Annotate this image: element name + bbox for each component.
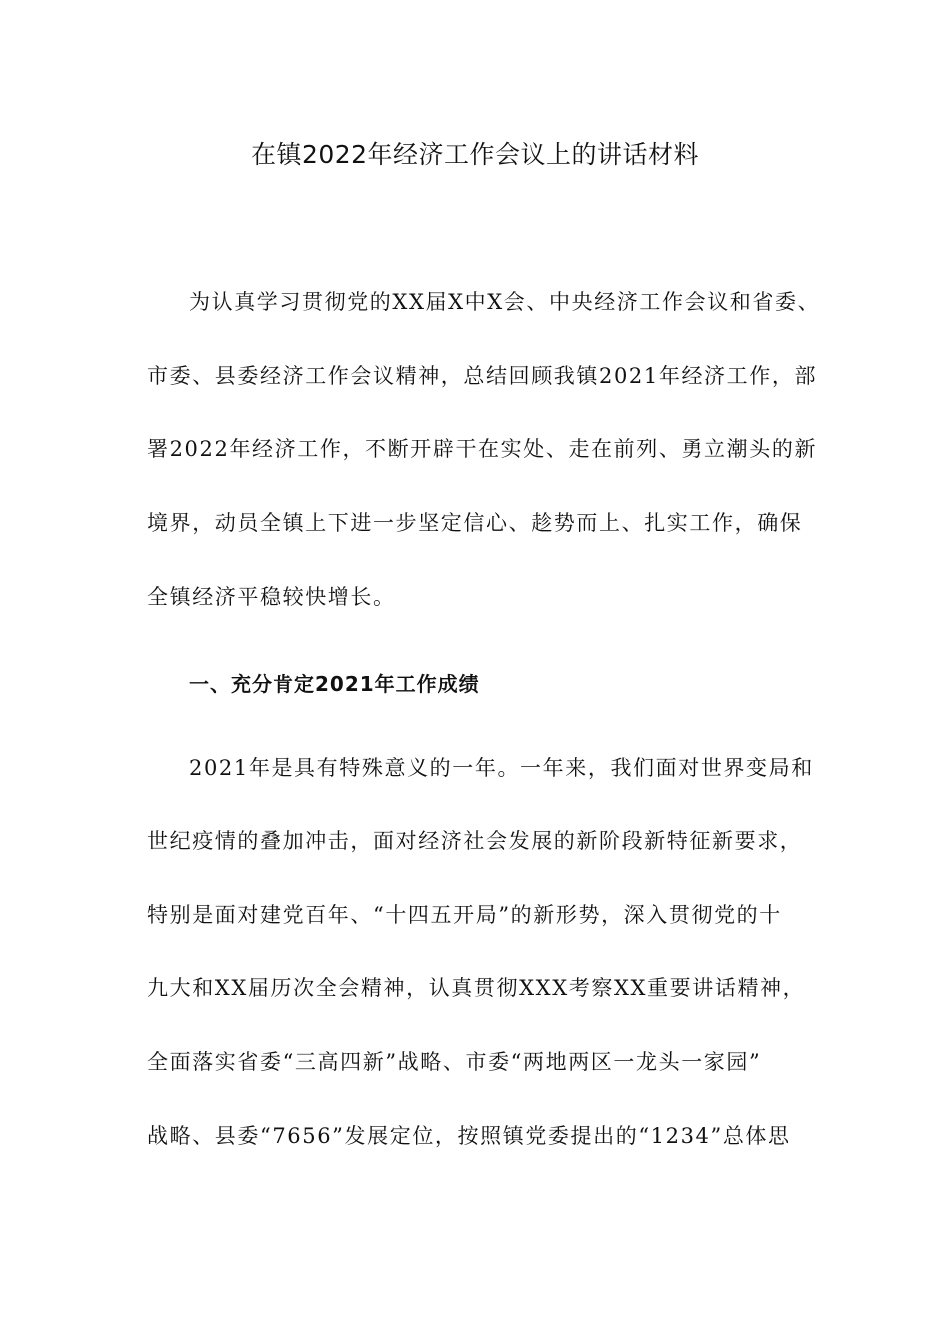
paragraph-2-line-4: 九大和XX届历次全会精神，认真贯彻XXX考察XX重要讲话精神，	[147, 976, 806, 1000]
paragraph-2-line-5: 全面落实省委“三高四新”战略、市委“两地两区一龙头一家园”	[147, 1050, 762, 1074]
paragraph-1-line-4: 境界，动员全镇上下进一步坚定信心、趁势而上、扎实工作，确保	[147, 511, 803, 535]
paragraph-2-line-3: 特别是面对建党百年、“十四五开局”的新形势，深入贯彻党的十	[147, 903, 782, 927]
section-1-heading: 一、充分肯定2021年工作成绩	[189, 672, 480, 696]
paragraph-2-line-6: 战略、县委“7656”发展定位，按照镇党委提出的“1234”总体思	[147, 1124, 791, 1148]
paragraph-2-line-1: 2021年是具有特殊意义的一年。一年来，我们面对世界变局和	[189, 756, 814, 780]
paragraph-1-line-2: 市委、县委经济工作会议精神，总结回顾我镇2021年经济工作，部	[147, 364, 818, 388]
paragraph-1-line-5: 全镇经济平稳较快增长。	[147, 585, 396, 609]
document-title: 在镇2022年经济工作会议上的讲话材料	[250, 140, 700, 169]
paragraph-1-line-3: 署2022年经济工作，不断开辟干在实处、走在前列、勇立潮头的新	[147, 437, 818, 461]
paragraph-1-line-1: 为认真学习贯彻党的XX届X中X会、中央经济工作会议和省委、	[189, 290, 821, 314]
paragraph-2-line-2: 世纪疫情的叠加冲击，面对经济社会发展的新阶段新特征新要求，	[147, 829, 803, 853]
